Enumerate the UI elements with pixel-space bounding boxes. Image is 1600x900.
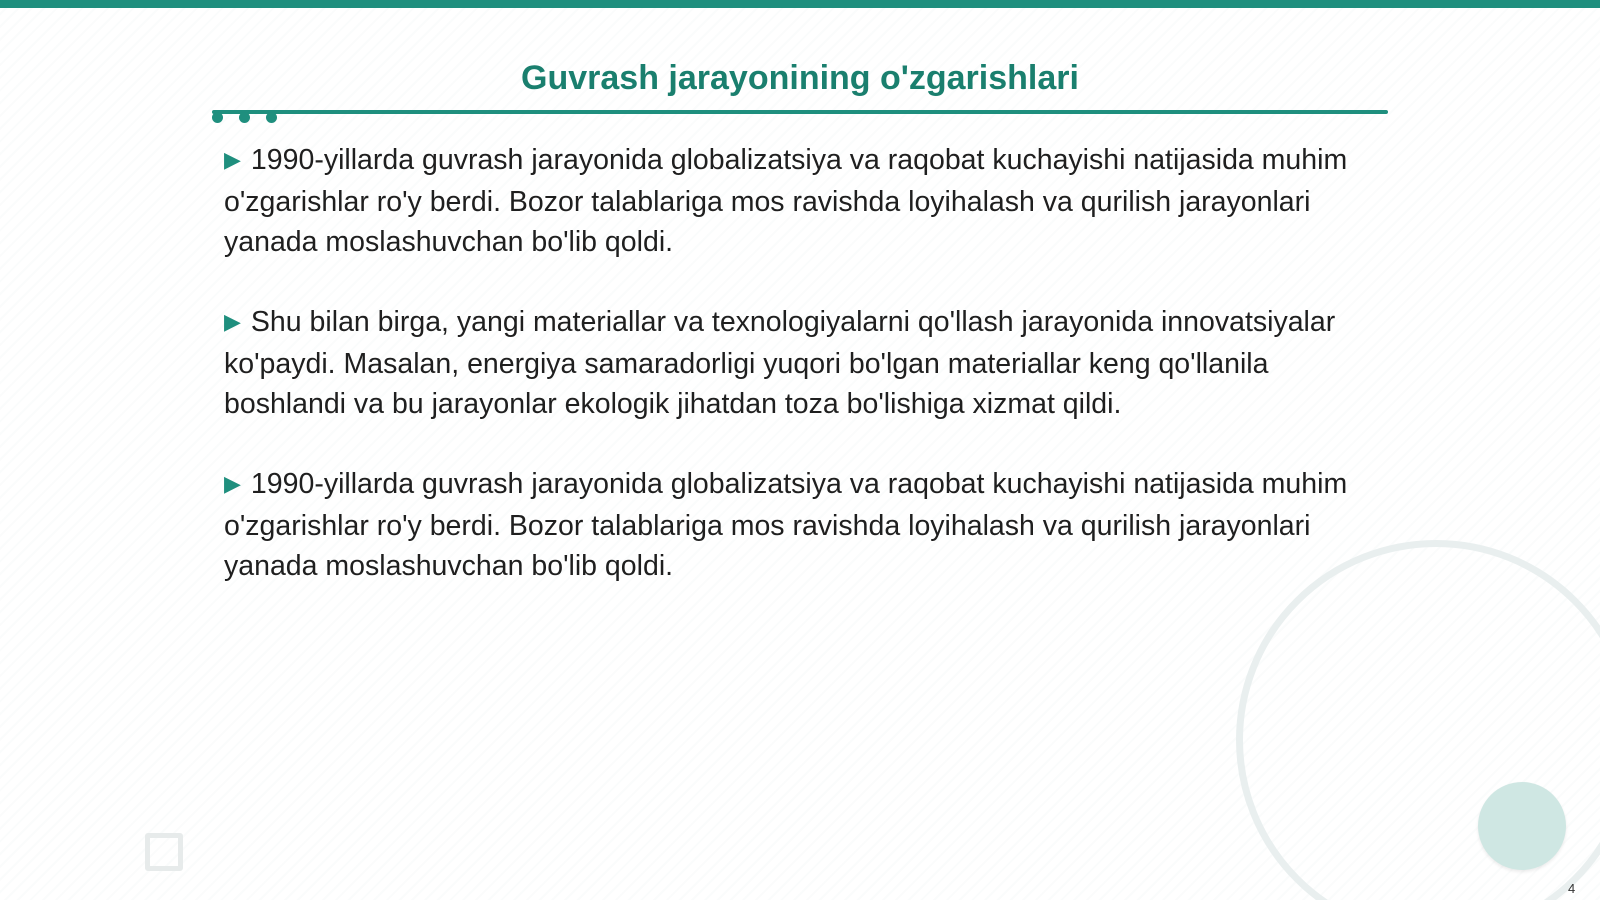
decorative-dot bbox=[212, 112, 223, 123]
triangle-bullet-icon: ▶ bbox=[224, 471, 241, 496]
bullet-text: 1990-yillarda guvrash jarayonida globalizatsiya va raqobat kuchayishi natijasida muhim o'zgarishlar ro'y berdi. Bozor talablariga mos ravishda loyihalash va qurilish jarayonlari yanada moslashuvchan bo'lib qoldi. bbox=[224, 468, 1348, 582]
slide-title: Guvrash jarayonining o'zgarishlari bbox=[521, 59, 1079, 97]
decorative-dot bbox=[239, 112, 250, 123]
decorative-dot bbox=[266, 112, 277, 123]
decorative-circle-filled bbox=[1478, 782, 1566, 870]
decorative-square bbox=[145, 833, 183, 871]
bullet-list bbox=[224, 140, 1364, 626]
bullet-item bbox=[224, 140, 1364, 262]
bullet-item bbox=[224, 302, 1364, 424]
triangle-bullet-icon: ▶ bbox=[224, 147, 241, 172]
bullet-text: 1990-yillarda guvrash jarayonida globalizatsiya va raqobat kuchayishi natijasida muhim o'zgarishlar ro'y berdi. Bozor talablariga mos ravishda loyihalash va qurilish jarayonlari yanada moslashuvchan bo'lib qoldi. bbox=[224, 144, 1348, 258]
top-accent-bar bbox=[0, 0, 1600, 8]
bullet-item bbox=[224, 464, 1364, 586]
triangle-bullet-icon: ▶ bbox=[224, 309, 241, 334]
title-underline bbox=[212, 110, 1388, 114]
page-number: 4 bbox=[1568, 881, 1576, 896]
bullet-text: Shu bilan birga, yangi materiallar va texnologiyalarni qo'llash jarayonida innovatsiyalar ko'paydi. Masalan, energiya samaradorligi yuqori bo'lgan materiallar keng qo'llanila boshlandi va bu jarayonlar ekologik jihatdan toza bo'lishiga xizmat qildi. bbox=[224, 306, 1336, 420]
